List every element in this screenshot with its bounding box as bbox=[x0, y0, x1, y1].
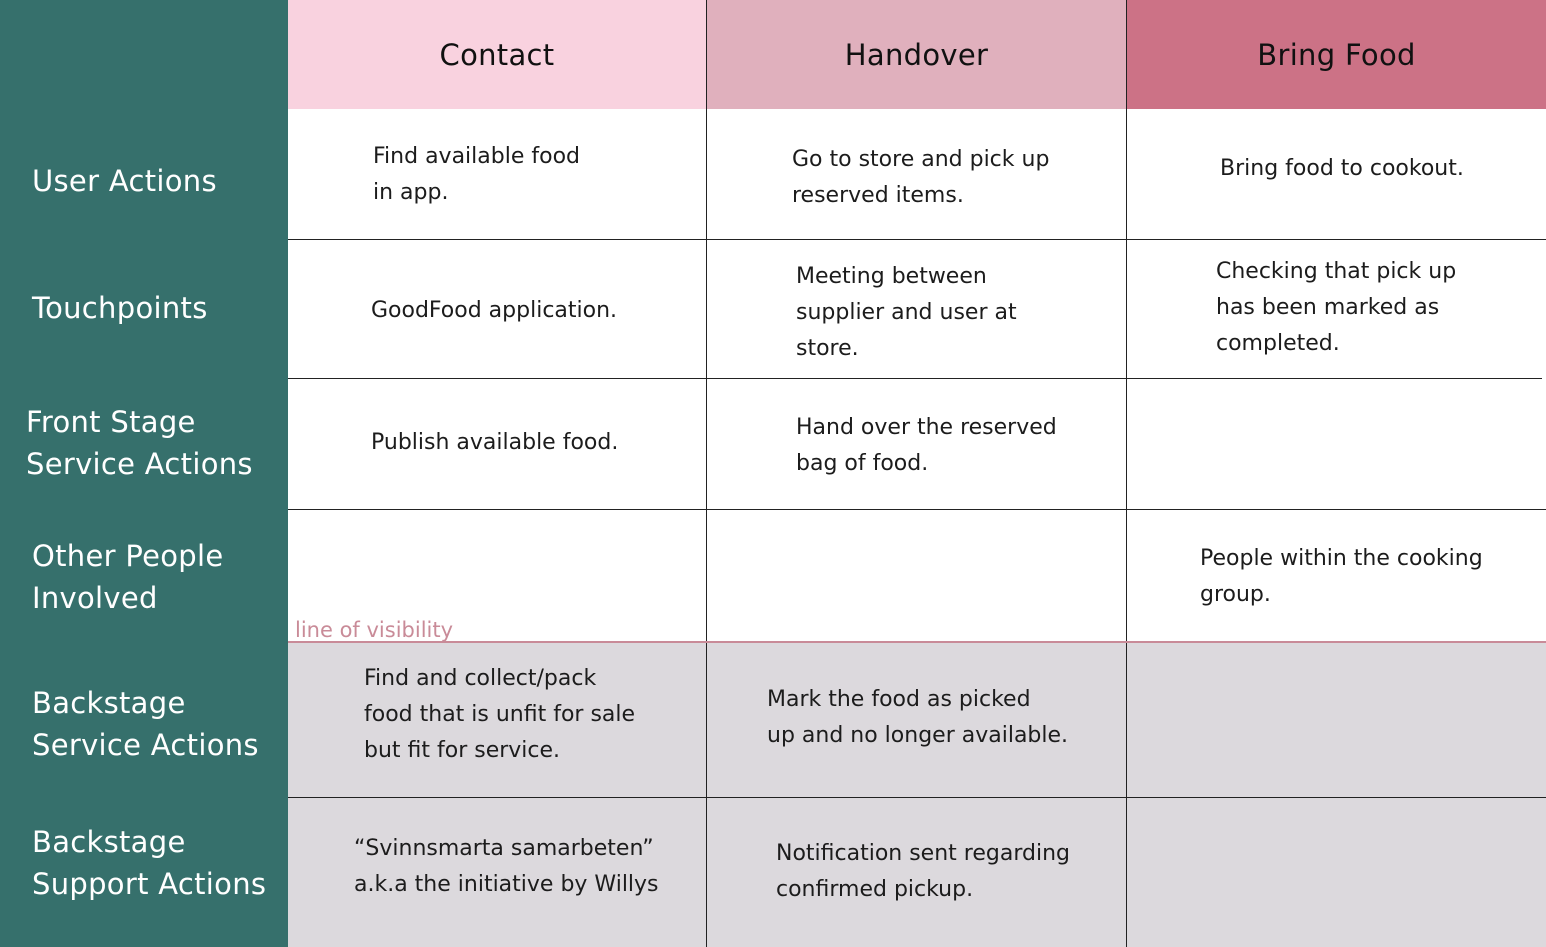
row-label-backstage-service-actions: Backstage Service Actions bbox=[32, 686, 259, 762]
column-header-contact: Contact bbox=[288, 0, 706, 109]
cell-touchpoints-handover: Meeting between supplier and user at store. bbox=[796, 264, 1017, 361]
cell-user-actions-handover: Go to store and pick up reserved items. bbox=[792, 147, 1050, 208]
cell-touchpoints-bring-food: Checking that pick up has been marked as completed. bbox=[1216, 259, 1457, 356]
row-divider bbox=[288, 378, 1542, 379]
row-divider bbox=[288, 239, 1546, 240]
row-label-front-stage-service-actions: Front Stage Service Actions bbox=[26, 405, 253, 481]
row-label-touchpoints: Touchpoints bbox=[32, 291, 208, 325]
column-header-bring-food: Bring Food bbox=[1127, 0, 1546, 109]
column-divider bbox=[1126, 0, 1127, 947]
column-divider bbox=[706, 0, 707, 947]
row-label-backstage-support-actions: Backstage Support Actions bbox=[32, 825, 267, 901]
cell-touchpoints-contact: GoodFood application. bbox=[371, 298, 618, 323]
cell-backstage-service-handover: Mark the food as picked up and no longer available. bbox=[767, 687, 1069, 748]
column-header-handover: Handover bbox=[707, 0, 1126, 109]
cell-backstage-support-contact: “Svinnsmarta samarbeten” a.k.a the initiative by Willys bbox=[354, 836, 659, 897]
cell-front-stage-contact: Publish available food. bbox=[371, 430, 619, 455]
cell-backstage-support-handover: Notification sent regarding confirmed pickup. bbox=[776, 841, 1070, 902]
cell-backstage-service-contact: Find and collect/pack food that is unfit for sale but fit for service. bbox=[364, 666, 636, 763]
line-of-visibility bbox=[288, 641, 1546, 643]
row-divider bbox=[288, 509, 1546, 510]
row-divider bbox=[288, 797, 1546, 798]
cell-front-stage-handover: Hand over the reserved bag of food. bbox=[796, 415, 1057, 476]
cell-user-actions-contact: Find available food in app. bbox=[373, 144, 580, 205]
line-of-visibility-label: line of visibility bbox=[295, 618, 454, 642]
row-label-other-people-involved: Other People Involved bbox=[32, 539, 224, 615]
cell-user-actions-bring-food: Bring food to cookout. bbox=[1220, 156, 1464, 181]
cell-other-people-bring-food: People within the cooking group. bbox=[1200, 546, 1483, 607]
row-label-user-actions: User Actions bbox=[32, 164, 217, 198]
